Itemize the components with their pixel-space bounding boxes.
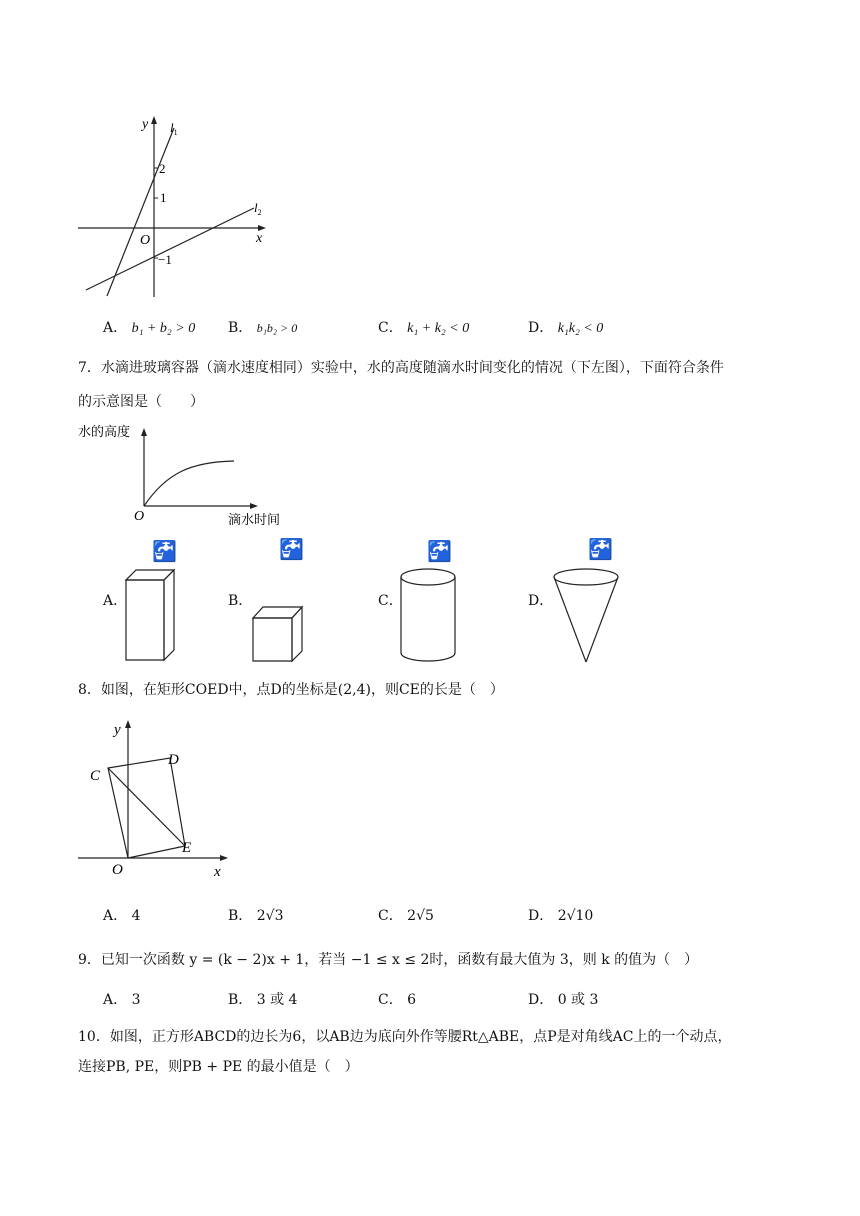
q6-option-b[interactable] <box>228 318 297 338</box>
option-letter: D． <box>528 593 554 609</box>
q8-option-b[interactable] <box>228 906 284 926</box>
q6-tick-neg1: −1 <box>158 252 172 267</box>
q7-origin-label: O <box>134 509 145 524</box>
option-text: k₁k₂ < 0 <box>557 321 604 336</box>
q8-rectangle-coed <box>108 758 185 858</box>
option-letter: D． <box>528 992 554 1008</box>
q8-point-d: D <box>168 752 179 768</box>
option-letter: D． <box>528 908 554 924</box>
q6-tick-2: 2 <box>159 161 166 176</box>
faucet-icon: 🚰 <box>279 537 304 561</box>
option-text: k₁ + k₂ < 0 <box>407 321 470 336</box>
q6-option-a[interactable] <box>103 318 195 339</box>
option-text: b₁ + b₂ > 0 <box>131 321 196 336</box>
q6-coordinate-graph <box>70 110 280 305</box>
q10-text-line2: 连接PB, PE，则PB + PE 的最小值是（ ） <box>78 1059 359 1075</box>
q7-shape-inverted-cone <box>551 565 623 665</box>
q6-line-l2 <box>86 208 254 290</box>
q10-text-line1: 10．如图，正方形ABCD的边长为6，以AB边为底向外作等腰Rt△ABE，点P是对角线AC上的一个动点， <box>78 1029 732 1045</box>
option-text: 3 或 4 <box>256 992 298 1008</box>
q8-option-c[interactable] <box>378 906 434 926</box>
q9-option-b[interactable] <box>228 990 297 1010</box>
q8-option-a[interactable] <box>103 906 141 926</box>
q8-x-label: x <box>214 864 221 880</box>
option-letter: B． <box>228 992 253 1008</box>
option-letter: C． <box>378 992 403 1008</box>
q6-option-d[interactable] <box>528 318 603 339</box>
faucet-icon: 🚰 <box>427 539 452 563</box>
q7-option-d[interactable] <box>528 591 553 611</box>
q7-text-line1: 7．水滴进玻璃容器（滴水速度相同）实验中，水的高度随滴水时间变化的情况（下左图），下面符合条件 <box>78 360 724 376</box>
q7-y-label: 水的高度 <box>78 424 131 439</box>
option-letter: B． <box>228 320 253 336</box>
option-text: 3 <box>131 992 141 1008</box>
option-text: 4 <box>131 908 141 924</box>
q8-point-o: O <box>112 862 123 878</box>
q6-y-arrow <box>151 116 157 124</box>
q7-height-time-graph <box>72 420 307 532</box>
option-letter: B． <box>228 593 253 609</box>
q6-option-c[interactable] <box>378 318 469 339</box>
q9-option-a[interactable] <box>103 990 141 1010</box>
option-letter: C． <box>378 593 403 609</box>
q7-shape-tall-prism <box>122 566 180 662</box>
faucet-icon: 🚰 <box>588 537 613 561</box>
q8-text: 8．如图，在矩形COED中，点D的坐标是(2,4)，则CE的长是（ ） <box>78 682 504 698</box>
q8-y-label: y <box>114 722 121 738</box>
q6-x-label: x <box>256 231 263 246</box>
q7-shape-cube <box>250 604 304 664</box>
q8-option-d[interactable] <box>528 906 593 926</box>
q8-rectangle-graph <box>72 712 242 880</box>
q9-text: 9．已知一次函数 y = (k − 2)x + 1，若当 −1 ≤ x ≤ 2时，函数有最大值为 3，则 k 的值为（ ） <box>78 952 699 968</box>
q7-option-b[interactable] <box>228 591 252 611</box>
option-letter: B． <box>228 908 253 924</box>
option-letter: D． <box>528 320 554 336</box>
option-letter: A． <box>103 593 128 609</box>
q9-option-c[interactable] <box>378 990 416 1010</box>
q7-curve <box>144 461 234 506</box>
q8-point-c: C <box>90 768 101 784</box>
option-letter: A． <box>103 320 128 336</box>
q6-y-label: y <box>142 117 149 132</box>
q7-text-line2: 的示意图是（ ） <box>78 394 204 410</box>
faucet-icon: 🚰 <box>152 539 177 563</box>
q9-option-d[interactable] <box>528 990 598 1010</box>
q6-line-l1 <box>107 128 174 296</box>
q6-l1-label: $l_1$ <box>170 120 178 137</box>
option-text: b₁b₂ > 0 <box>256 321 298 335</box>
option-letter: A． <box>103 908 128 924</box>
option-letter: A． <box>103 992 128 1008</box>
q7-x-label: 滴水时间 <box>228 512 281 527</box>
q8-point-e: E <box>182 840 192 856</box>
option-text: 2√10 <box>557 908 594 924</box>
option-letter: C． <box>378 908 403 924</box>
q6-l2-label: $l_2$ <box>254 200 262 217</box>
option-text: 2√5 <box>407 908 434 924</box>
option-letter: C． <box>378 320 403 336</box>
q7-shape-cylinder <box>398 565 460 665</box>
q6-tick-1: 1 <box>160 190 167 205</box>
q6-origin-label: O <box>140 233 151 248</box>
option-text: 0 或 3 <box>557 992 599 1008</box>
option-text: 2√3 <box>256 908 284 924</box>
option-text: 6 <box>407 992 417 1008</box>
